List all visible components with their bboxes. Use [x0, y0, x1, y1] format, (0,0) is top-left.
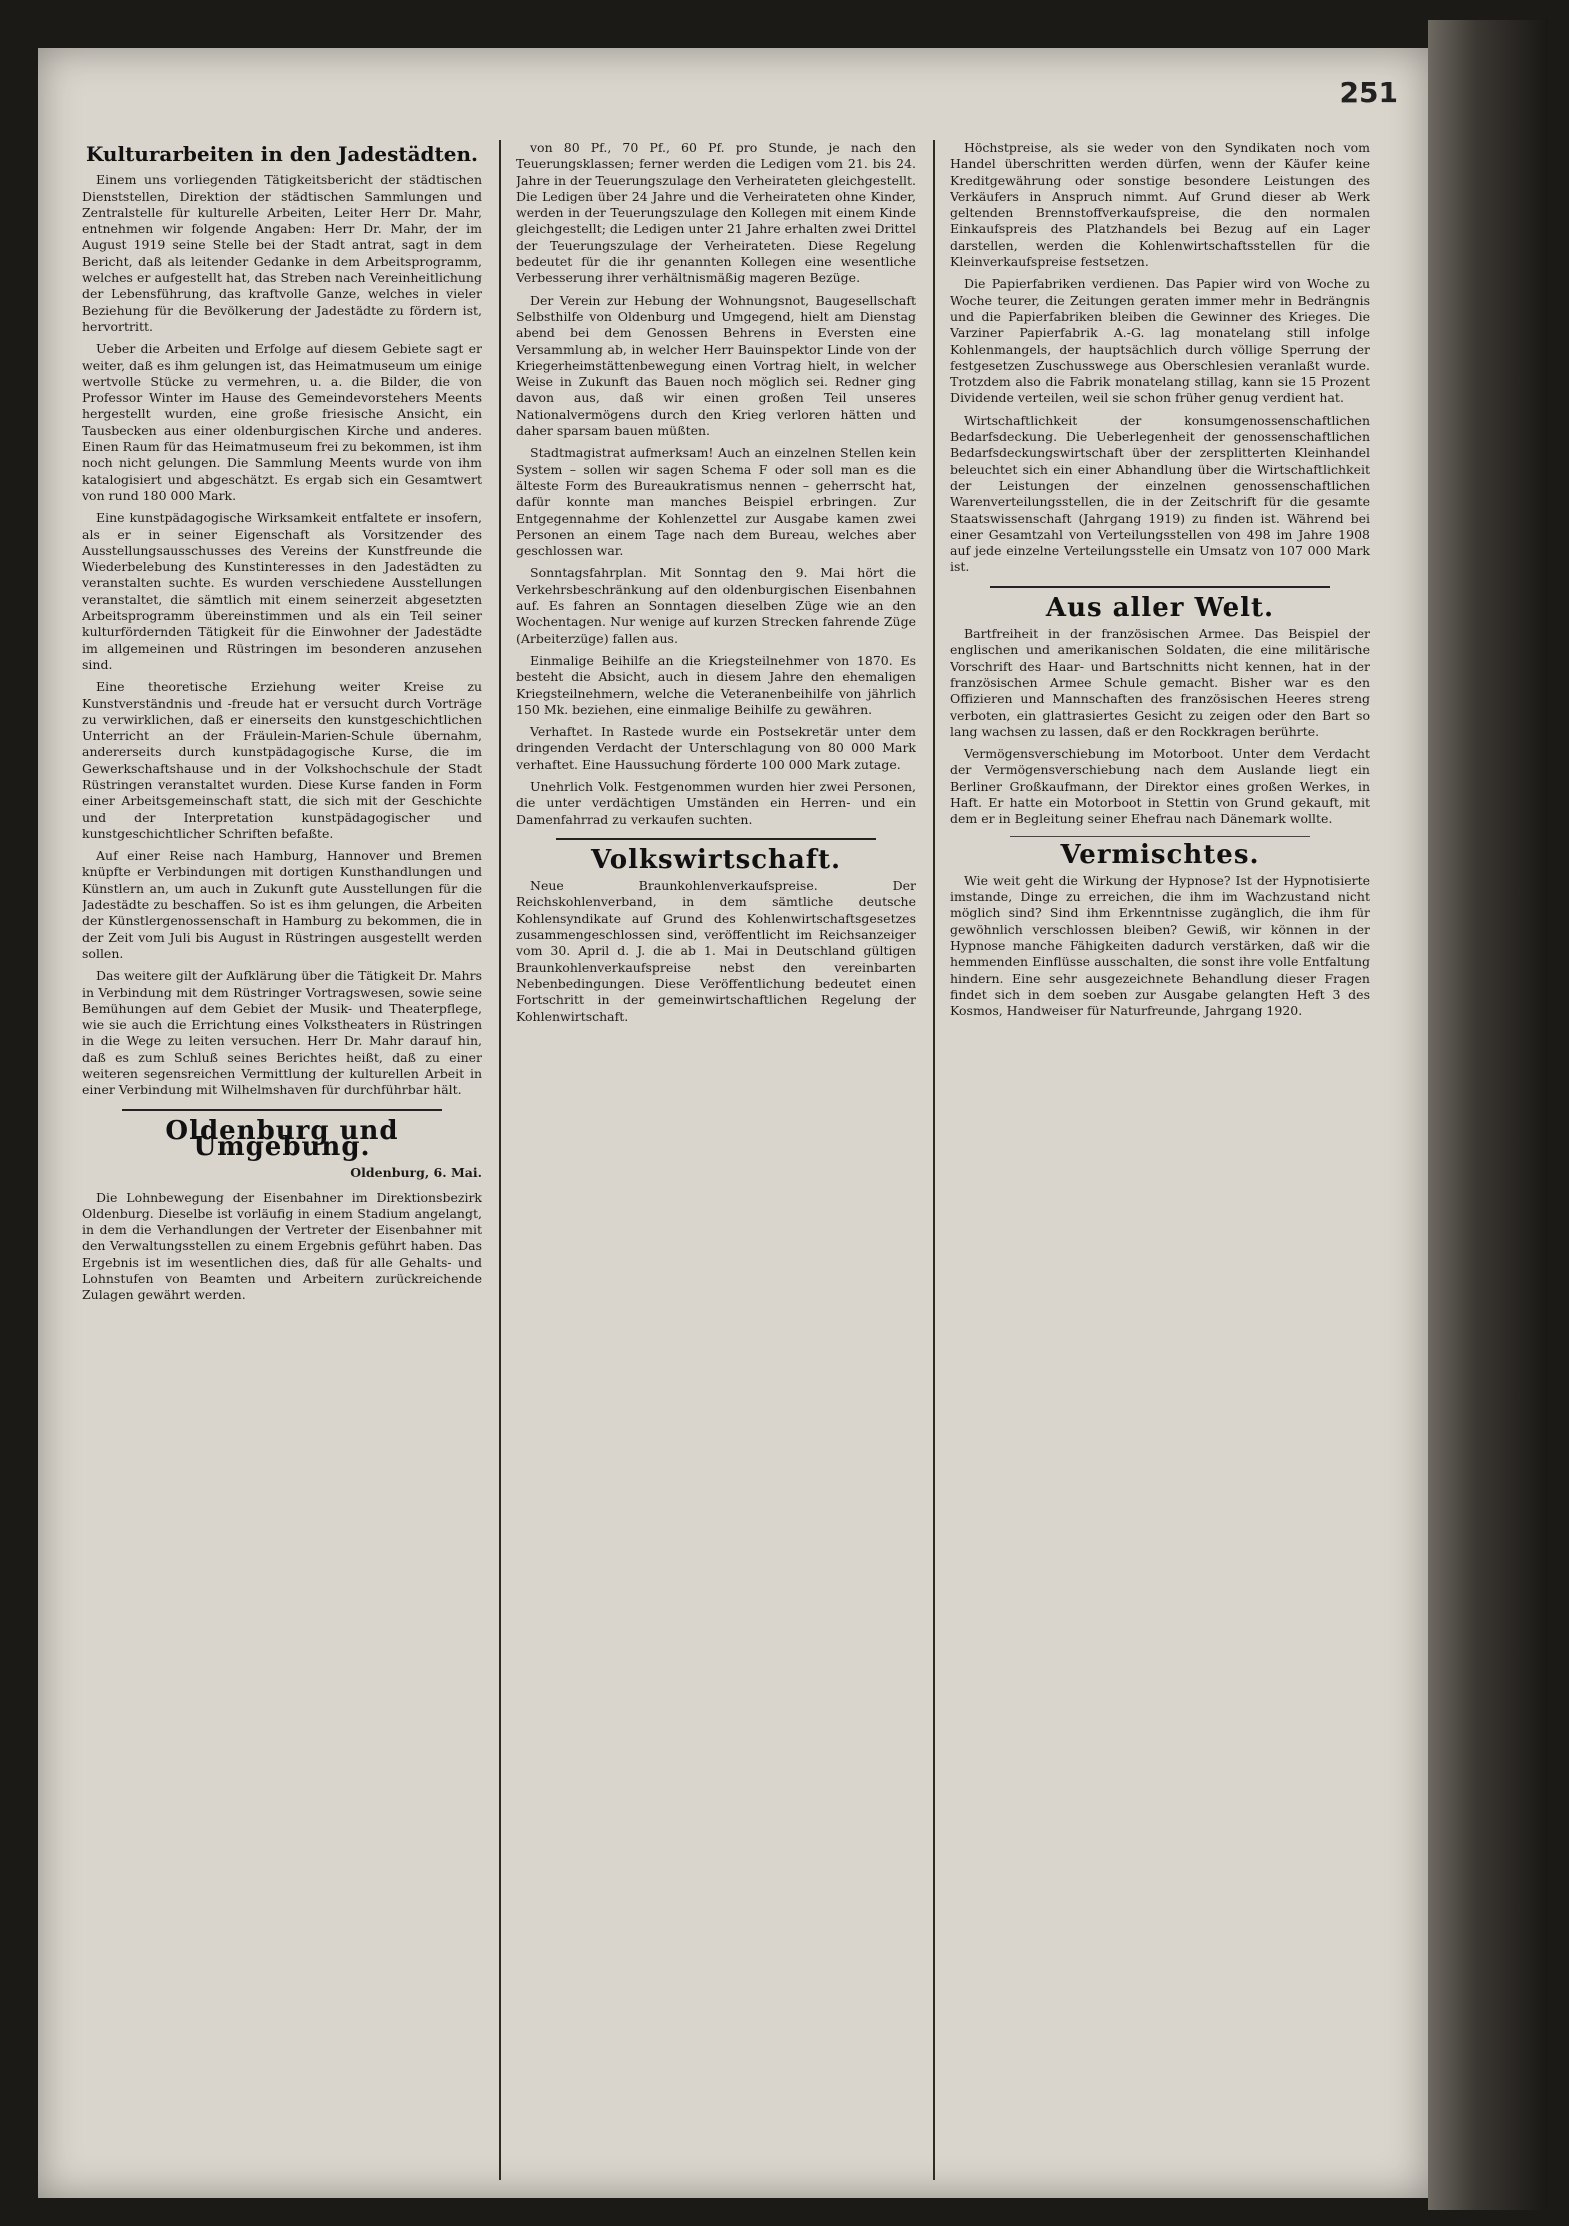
- section-heading-vermischtes: Vermischtes.: [1060, 839, 1260, 870]
- paragraph: Stadtmagistrat aufmerksam! Auch an einzelnen Stellen kein System – sollen wir sagen Schema F oder soll man es die älteste Form des Bureaukratismus nennen – geherrscht hat, dafür konnte man manches Beispiel erbringen. Zur Entgegennahme der Kohlenzettel zur Ausgabe kamen zwei Personen an einem Tage nach dem Bureau, welches aber geschlossen war.: [516, 445, 916, 559]
- column-rule-1: [499, 140, 501, 2180]
- section-separator: [122, 1109, 442, 1111]
- paragraph: Ueber die Arbeiten und Erfolge auf diesem Gebiete sagt er weiter, daß es ihm gelungen ist, das Heimatmuseum um einige wertvolle Stücke zu vermehren, u. a. die Bilder, die von Professor Winter im Hause des Gemeindevorstehers Meents hergestellt wurden, eine große friesische Ansicht, ein Tausbecken aus einer oldenburgischen Kirche und anderes. Einen Raum für das Heimatmuseum frei zu bekommen, ist ihm noch nicht gelungen. Die Sammlung Meents wurde von ihm katalogisiert und abgeschätzt. Es ergab sich ein Gesamtwert von rund 180 000 Mark.: [82, 341, 482, 503]
- column-3: [950, 140, 1370, 2180]
- section-separator: [990, 586, 1330, 588]
- section-heading-volkswirtschaft: Volkswirtschaft.: [590, 844, 842, 875]
- paragraph: Auf einer Reise nach Hamburg, Hannover und Bremen knüpfte er Verbindungen mit dortigen Kunsthandlungen und Künstlern an, um auch in Zukunft gute Ausstellungen für die Jadestädte zu beschaffen. So ist es ihm gelungen, die Arbeiten der Künstlergenossenschaft in Hamburg zu bekommen, die in der Zeit vom Juli bis August in Rüstringen ausgestellt werden sollen.: [82, 848, 482, 961]
- article-heading-kulturarbeiten: Kulturarbeiten in den Jadestädten.: [85, 142, 479, 166]
- column-1: [82, 140, 482, 2180]
- paragraph: Einem uns vorliegenden Tätigkeitsbericht der städtischen Dienststellen, Direktion der städtischen Sammlungen und Zentralstelle für kulturelle Arbeiten, Leiter Herr Dr. Mahr, entnehmen wir folgende Angaben: Herr Dr. Mahr, der im August 1919 seine Stelle bei der Stadt antrat, sagt in dem Bericht, daß als leitender Gedanke in dem Arbeitsprogramm, welches er aufgestellt hat, das Streben nach Vereinheitlichung der Lebensführung, das kraftvolle Ganze, welches in vieler Beziehung für die Bevölkerung der Jadestädte zu fördern ist, hervortritt.: [82, 172, 482, 334]
- paragraph: Der Verein zur Hebung der Wohnungsnot, Baugesellschaft Selbsthilfe von Oldenburg und Umgegend, hielt am Dienstag abend bei dem Genossen Behrens in Eversten eine Versammlung ab, in welcher Herr Bauinspektor Linde von der Kriegerheimstättenbewegung einen Vortrag hielt, in welcher Weise in Zukunft das Bauen noch möglich sei. Redner ging davon aus, daß wir einen großen Teil unseres Nationalvermögens durch den Krieg verloren hätten und daher sparsam bauen müßten.: [516, 292, 916, 439]
- section-heading-aus-aller-welt: Aus aller Welt.: [1045, 592, 1275, 623]
- paragraph: Wirtschaftlichkeit der konsumgenossenschaftlichen Bedarfsdeckung. Die Ueberlegenheit der genossenschaftlichen Bedarfsdeckungswirtschaft über der zersplitterten Kleinhandel beleuchtet sich ein einer Abhandlung über die Wirtschaftlichkeit der Leistungen der einzelnen genossenschaftlichen Warenverteilungsstellen, die in der Zeitschrift für die gesamte Staatswissenschaft (Jahrgang 1919) zu finden ist. Während bei einer Gesamtzahl von Verteilungsstellen von 498 im Jahre 1908 auf jede einzelne Verteilungsstelle ein Umsatz von 107 000 Mark ist.: [950, 412, 1370, 575]
- paragraph: Einmalige Beihilfe an die Kriegsteilnehmer von 1870. Es besteht die Absicht, auch in diesem Jahre den ehemaligen Kriegsteilnehmern, welche die Veteranenbeihilfe von jährlich 150 Mk. beziehen, eine einmalige Beihilfe zu gewähren.: [516, 652, 916, 717]
- page-number: 251: [1339, 76, 1398, 109]
- paragraph: Die Lohnbewegung der Eisenbahner im Direktionsbezirk Oldenburg. Dieselbe ist vorläufig in einem Stadium angelangt, in dem die Verhandlungen der Vertreter der Eisenbahner mit den Verwaltungsstellen zu einem Ergebnis geführt haben. Das Ergebnis ist im wesentlichen dies, daß für alle Gehalts- und Lohnstufen von Beamten und Arbeitern zurückreichende Zulagen gewährt werden.: [82, 1189, 482, 1303]
- paragraph: Unehrlich Volk. Festgenommen wurden hier zwei Personen, die unter verdächtigen Umständen ein Herren- und ein Damenfahrrad zu verkaufen suchten.: [516, 778, 916, 827]
- book-page-edge: [1428, 20, 1548, 2210]
- paragraph: Eine kunstpädagogische Wirksamkeit entfaltete er insofern, als er in seiner Eigenschaft als Vorsitzender des Ausstellungsausschusses des Vereins der Kunstfreunde die Wiederbelebung des Kunstinteresses in den Jadestädten zu veranstalten suchte. Es wurden verschiedene Ausstellungen veranstaltet, die sämtlich mit einem seinerzeit abgesetzten Arbeitsprogramm übereinstimmen und als ein Teil seiner kulturfördernden Tätigkeit für die Einwohner der Jadestädte im allgemeinen und Rüstringen im besonderen anzusehen sind.: [82, 510, 482, 672]
- paragraph: Wie weit geht die Wirkung der Hypnose? Ist der Hypnotisierte imstande, Dinge zu erreichen, die ihm im Wachzustand nicht möglich sind? Sind ihm Erkenntnisse zugänglich, die ihm für gewöhnlich verschlossen bleiben? Gewiß, wir können in der Hypnose manche Fähigkeiten dadurch verstärken, daß wir die hemmenden Einflüsse ausschalten, die sonst ihre volle Entfaltung hindern. Eine sehr ausgezeichnete Behandlung dieser Fragen findet sich in dem soeben zur Ausgabe gelangten Heft 3 des Kosmos, Handweiser für Naturfreunde, Jahrgang 1920.: [950, 872, 1370, 1019]
- paragraph: von 80 Pf., 70 Pf., 60 Pf. pro Stunde, je nach den Teuerungsklassen; ferner werden die Ledigen vom 21. bis 24. Jahre in der Teuerungszulage den Verheirateten gleichgestellt. Die Ledigen über 24 Jahre und die Verheirateten ohne Kinder, werden in der Teuerungszulage den Kollegen mit einem Kinde gleichgestellt; die Ledigen unter 21 Jahre erhalten zwei Drittel der Teuerungszulage der Verheirateten. Diese Regelung bedeutet für die ihr genannten Kollegen eine wesentliche Verbesserung ihrer verhältnismäßig mageren Bezüge.: [516, 140, 916, 286]
- paragraph: Vermögensverschiebung im Motorboot. Unter dem Verdacht der Vermögensverschiebung nach dem Auslande liegt ein Berliner Großkaufmann, der Direktor eines großen Werkes, in Haft. Er hatte ein Motorboot in Stettin von Grund gekauft, mit dem er in Begleitung seiner Ehefrau nach Dänemark wollte.: [950, 746, 1370, 827]
- paragraph: Eine theoretische Erziehung weiter Kreise zu Kunstverständnis und -freude hat er versucht durch Vorträge zu verwirklichen, daß er einerseits den kunstgeschichtlichen Unterricht an der Fräulein-Marien-Schule übernahm, andererseits durch kunstpädagogische Kurse, die im Gewerkschaftshause und in der Volkshochschule der Stadt Rüstringen veranstaltet wurden. Diese Kurse fanden in Form einer Arbeitsgemeinschaft statt, die sich mit der Geschichte und der Interpretation kunstpädagogischer und kunstgeschichtlicher Schriften befaßte.: [82, 679, 482, 841]
- paragraph: Höchstpreise, als sie weder von den Syndikaten noch vom Handel überschritten werden dürfen, wenn der Käufer keine Kreditgewährung oder sonstige besondere Leistungen des Verkäufers in Anspruch nimmt. Auf Grund dieser ab Werk geltenden Brennstoffverkaufspreise, die den normalen Einkaufspreis des Platzhandels bei Bezug auf ein Lager darstellen, werden die Kohlenwirtschaftsstellen für die Kleinverkaufspreise festsetzen.: [950, 140, 1370, 270]
- paragraph: Das weitere gilt der Aufklärung über die Tätigkeit Dr. Mahrs in Verbindung mit dem Rüstringer Vortragswesen, sowie seine Bemühungen auf dem Gebiet der Musik- und Theaterpflege, wie sie auch die Errichtung eines Volkstheaters in Rüstringen in die Wege zu leiten versuchen. Herr Dr. Mahr darauf hin, daß es zum Schluß seines Berichtes heißt, daß zu einer weiteren segensreichen Vermittlung der kulturellen Arbeit in einer Verbindung mit Wilhelmshaven für durchführbar hält.: [82, 968, 482, 1098]
- section-separator: [1010, 836, 1310, 837]
- paragraph: Sonntagsfahrplan. Mit Sonntag den 9. Mai hört die Verkehrsbeschränkung auf den oldenburgischen Eisenbahnen auf. Es fahren an Sonntagen dieselben Züge wie an den Wochentagen. Nur wenige auf kurzen Strecken fahrende Züge (Arbeiterzüge) fallen aus.: [516, 565, 916, 646]
- paragraph: Verhaftet. In Rastede wurde ein Postsekretär unter dem dringenden Verdacht der Unterschlagung von 80 000 Mark verhaftet. Eine Haussuchung förderte 100 000 Mark zutage.: [516, 724, 916, 772]
- paragraph: Bartfreiheit in der französischen Armee. Das Beispiel der englischen und amerikanischen Soldaten, die eine militärische Vorschrift des Haar- und Bartschnitts nicht kennen, hat in der französischen Armee Schule gemacht. Bisher war es den Offizieren und Mannschaften des französischen Heeres streng verboten, ein glattrasiertes Gesicht zu zeigen oder den Bart so lang wachsen zu lassen, daß er den Rockkragen berührte.: [950, 626, 1370, 739]
- column-rule-2: [933, 140, 935, 2180]
- paragraph: Die Papierfabriken verdienen. Das Papier wird von Woche zu Woche teurer, die Zeitungen geraten immer mehr in Bedrängnis und die Papierfabriken bleiben die Gewinner des Krieges. Die Varziner Papierfabrik A.-G. lag monatelang still infolge Kohlenmangels, der hauptsächlich durch völlige Sperrung der festgesetzen Zuschusswege aus Oberschlesien veranlaßt wurde. Trotzdem also die Fabrik monatelang stillag, kann sie 15 Prozent Dividende verteilen, weil sie schon früher genug verdient hat.: [950, 276, 1370, 406]
- paragraph: Neue Braunkohlenverkaufspreise. Der Reichskohlenverband, in dem sämtliche deutsche Kohlensyndikate auf Grund des Kohlenwirtschaftsgesetzes zusammengeschlossen sind, veröffentlicht im Reichsanzeiger vom 30. April d. J. die ab 1. Mai in Deutschland gültigen Braunkohlenverkaufspreise nebst den vereinbarten Nebenbedingungen. Diese Veröffentlichung bedeutet einen Fortschritt in der gemeinwirtschaftlichen Regelung der Kohlenwirtschaft.: [516, 878, 916, 1024]
- newspaper-page: [38, 48, 1428, 2198]
- column-2: [516, 140, 916, 2180]
- section-heading-oldenburg: Oldenburg und Umgebung.: [165, 1115, 399, 1162]
- section-separator: [556, 838, 876, 840]
- dateline: Oldenburg, 6. Mai.: [350, 1165, 482, 1181]
